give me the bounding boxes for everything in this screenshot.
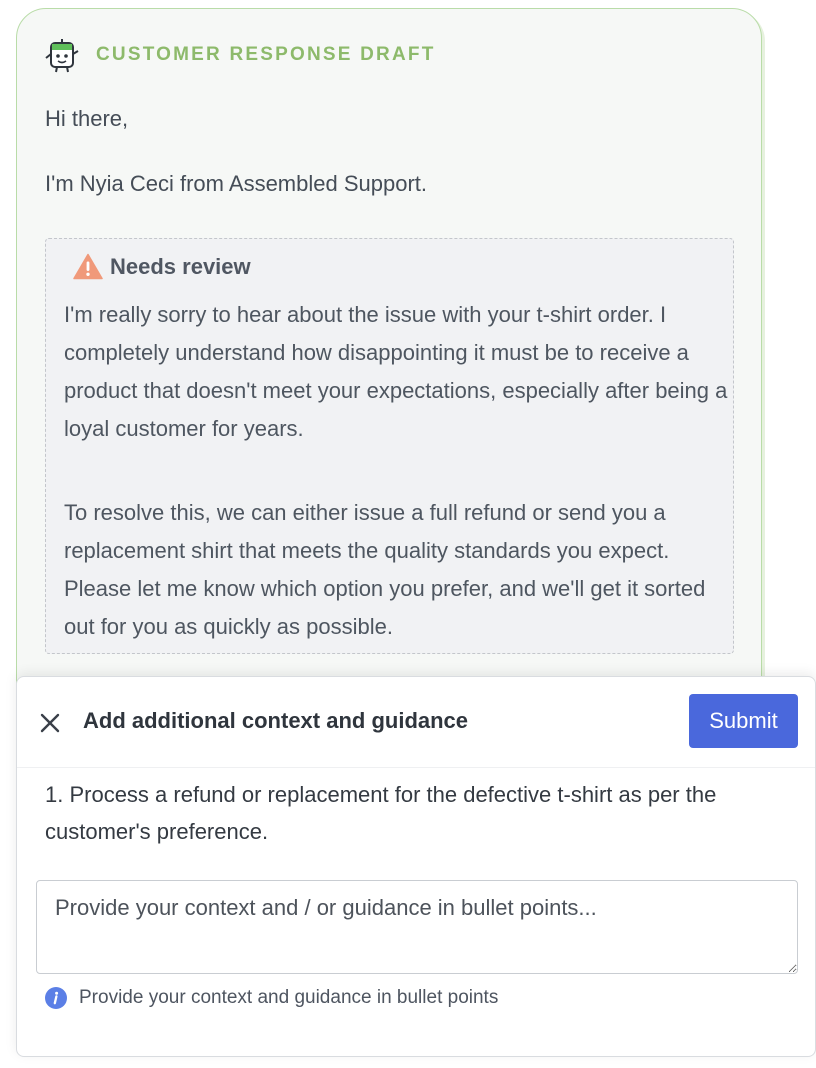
needs-review-box <box>45 238 734 654</box>
response-draft-card <box>16 8 762 708</box>
review-header <box>73 253 251 280</box>
instruction-text: 1. Process a refund or replacement for the defective t-shirt as per the customer's preference. <box>45 782 717 844</box>
draft-title: CUSTOMER RESPONSE DRAFT <box>96 44 436 65</box>
review-paragraph: To resolve this, we can either issue a full refund or send you a replacement shirt that meets the quality standards you expect. Please let me know which option you prefer, and we'll get it sorted out for you as quickly as possible. <box>64 500 706 639</box>
warning-icon <box>73 253 103 280</box>
robot-icon <box>45 37 79 73</box>
needs-review-label: Needs review <box>110 253 251 279</box>
hint <box>45 987 498 1009</box>
panel-title: Add additional context and guidance <box>83 708 469 733</box>
panel-header <box>17 677 815 768</box>
review-paragraph: I'm really sorry to hear about the issue with your t-shirt order. I completely understand how disappointing it must be to receive a product that doesn't meet your expectations, especially after being a loyal customer for years. <box>64 302 728 441</box>
intro-text: I'm Nyia Ceci from Assembled Support. <box>45 171 428 196</box>
close-icon <box>37 710 63 736</box>
context-input[interactable] <box>36 880 798 974</box>
greeting-text: Hi there, <box>45 106 129 131</box>
guidance-panel <box>16 676 816 1057</box>
draft-header <box>45 37 436 73</box>
info-icon <box>45 987 67 1009</box>
close-button[interactable] <box>37 710 63 736</box>
submit-button[interactable]: Submit <box>689 694 798 748</box>
hint-text: Provide your context and guidance in bullet points <box>79 987 499 1008</box>
